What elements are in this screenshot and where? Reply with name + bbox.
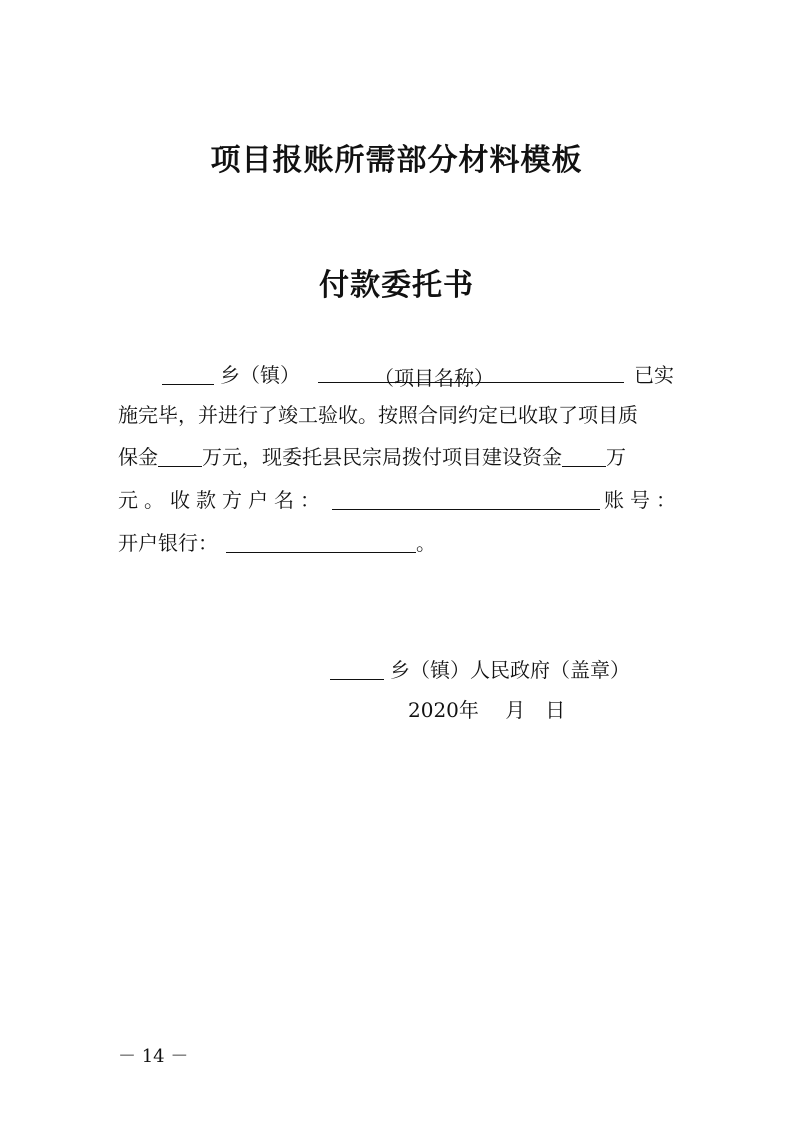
signoff-date: 2020年 月 日 <box>408 698 566 722</box>
page-number: － 14 － <box>118 1046 189 1067</box>
letter-title: 付款委托书 <box>319 268 474 303</box>
township-blank[interactable] <box>162 360 214 385</box>
government-seal-text: 乡（镇）人民政府（盖章） <box>390 658 630 682</box>
township-suffix: 乡（镇） <box>220 363 300 387</box>
retention-amount-blank[interactable] <box>158 442 202 467</box>
document-title: 项目报账所需部分材料模板 <box>210 143 583 178</box>
signoff-line <box>330 650 630 690</box>
body-line-2: 施完毕，并进行了竣工验收。按照合同约定已收取了项目质 <box>118 403 638 427</box>
bank-label: 开户银行： <box>118 531 218 555</box>
line1-ending: 已实 <box>634 363 674 387</box>
body-line-1 <box>118 355 678 395</box>
line3-middle: 万元，现委托县民宗局拨付项目建设资金 <box>202 445 562 469</box>
line5-suffix: 。 <box>416 531 436 555</box>
body-line-3 <box>118 437 678 477</box>
payee-name-blank[interactable] <box>332 485 600 510</box>
project-name-blank[interactable] <box>318 358 624 390</box>
account-number-label: 账号： <box>604 488 682 512</box>
body-line-4 <box>118 480 682 520</box>
body-line-5 <box>118 523 678 563</box>
signoff-township-blank[interactable] <box>330 655 384 680</box>
bank-blank[interactable] <box>226 528 416 553</box>
construction-fund-blank[interactable] <box>562 442 606 467</box>
payee-name-label: 元。收款方户名： <box>118 488 326 512</box>
project-name-placeholder: （项目名称） <box>374 366 494 390</box>
line3-prefix: 保金 <box>118 445 158 469</box>
line3-suffix: 万 <box>606 445 626 469</box>
